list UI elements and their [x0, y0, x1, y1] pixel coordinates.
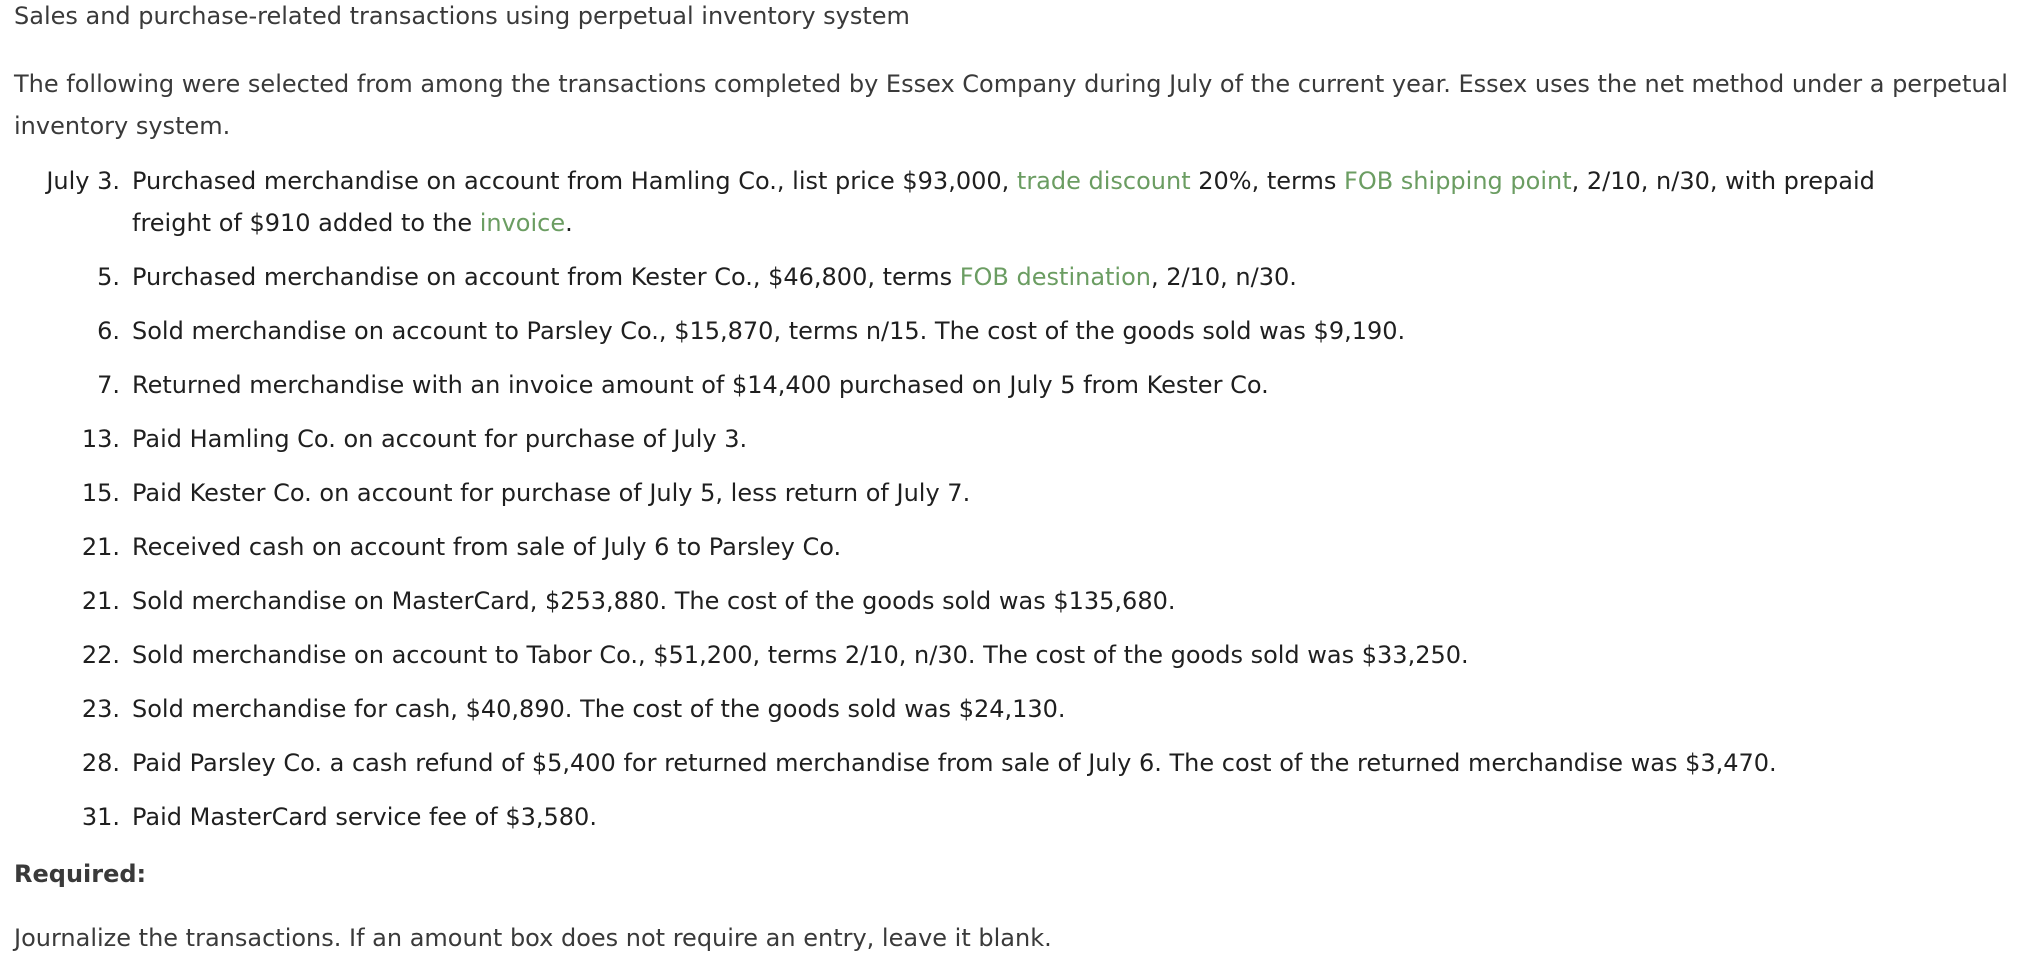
- transaction-item: [0, 310, 2024, 352]
- transaction-text: Sold merchandise on MasterCard, $253,880. The cost of the goods sold was $135,680.: [132, 587, 1176, 615]
- problem-title: Sales and purchase-related transactions using perpetual inventory system: [14, 2, 910, 30]
- transaction-text: Paid Hamling Co. on account for purchase of July 3.: [132, 425, 748, 453]
- transaction-date: 21.: [81, 587, 120, 615]
- transaction-text: Paid MasterCard service fee of $3,580.: [132, 803, 597, 831]
- problem-intro: The following were selected from among the transactions completed by Essex Company during July of the current year. Essex uses the net method under a perpetual inventory system.: [14, 70, 2008, 140]
- transaction-text-part: Purchased merchandise on account from Kester Co., $46,800, terms: [132, 263, 960, 291]
- transaction-date: 22.: [81, 641, 120, 669]
- transaction-item: [0, 364, 2024, 406]
- instruction-text: Journalize the transactions. If an amount box does not require an entry, leave it blank.: [14, 924, 1052, 952]
- transaction-date: 6.: [97, 317, 120, 345]
- transaction-text-part: Purchased merchandise on account from Hamling Co., list price $93,000,: [132, 167, 1017, 195]
- transaction-item: [0, 160, 2024, 244]
- transaction-text: Paid Kester Co. on account for purchase of July 5, less return of July 7.: [132, 479, 971, 507]
- transaction-item: [0, 418, 2024, 460]
- transaction-date: 23.: [81, 695, 120, 723]
- transaction-item: [0, 256, 2024, 298]
- transaction-text: [132, 160, 1892, 244]
- transaction-text-part: .: [565, 209, 573, 237]
- transaction-date: 15.: [81, 479, 120, 507]
- transaction-date: 7.: [97, 371, 120, 399]
- transaction-item: [0, 796, 2024, 838]
- glossary-term-fob-shipping-point[interactable]: FOB shipping point: [1344, 167, 1572, 195]
- transaction-date: 28.: [81, 749, 120, 777]
- transaction-list: [0, 160, 2024, 850]
- transaction-item: [0, 580, 2024, 622]
- required-heading: Required:: [14, 860, 147, 888]
- transaction-text-part: 20%, terms: [1190, 167, 1345, 195]
- transaction-date: 21.: [81, 533, 120, 561]
- glossary-term-fob-destination[interactable]: FOB destination: [959, 263, 1151, 291]
- transaction-date: 5.: [97, 263, 120, 291]
- glossary-term-trade-discount[interactable]: trade discount: [1016, 167, 1191, 195]
- transaction-item: [0, 526, 2024, 568]
- transaction-date: 13.: [81, 425, 120, 453]
- glossary-term-invoice[interactable]: invoice: [479, 209, 566, 237]
- transaction-text: Sold merchandise for cash, $40,890. The cost of the goods sold was $24,130.: [132, 695, 1066, 723]
- transaction-date: July 3.: [46, 167, 120, 195]
- transaction-text-part: , 2/10, n/30, with prepaid freight of $910 added to the: [132, 167, 1875, 237]
- transaction-text-part: , 2/10, n/30.: [1151, 263, 1297, 291]
- transaction-item: [0, 688, 2024, 730]
- transaction-text: [132, 256, 1892, 298]
- transaction-item: [0, 634, 2024, 676]
- transaction-item: [0, 472, 2024, 514]
- transaction-text: Returned merchandise with an invoice amount of $14,400 purchased on July 5 from Kester Co.: [132, 371, 1269, 399]
- transaction-text: Sold merchandise on account to Parsley Co., $15,870, terms n/15. The cost of the goods sold was $9,190.: [132, 317, 1406, 345]
- transaction-text: Paid Parsley Co. a cash refund of $5,400 for returned merchandise from sale of July 6. The cost of the returned merchandise was $3,470.: [132, 749, 1777, 777]
- transaction-text: Sold merchandise on account to Tabor Co., $51,200, terms 2/10, n/30. The cost of the goods sold was $33,250.: [132, 641, 1469, 669]
- transaction-date: 31.: [81, 803, 120, 831]
- transaction-text: Received cash on account from sale of July 6 to Parsley Co.: [132, 533, 842, 561]
- transaction-item: [0, 742, 2024, 784]
